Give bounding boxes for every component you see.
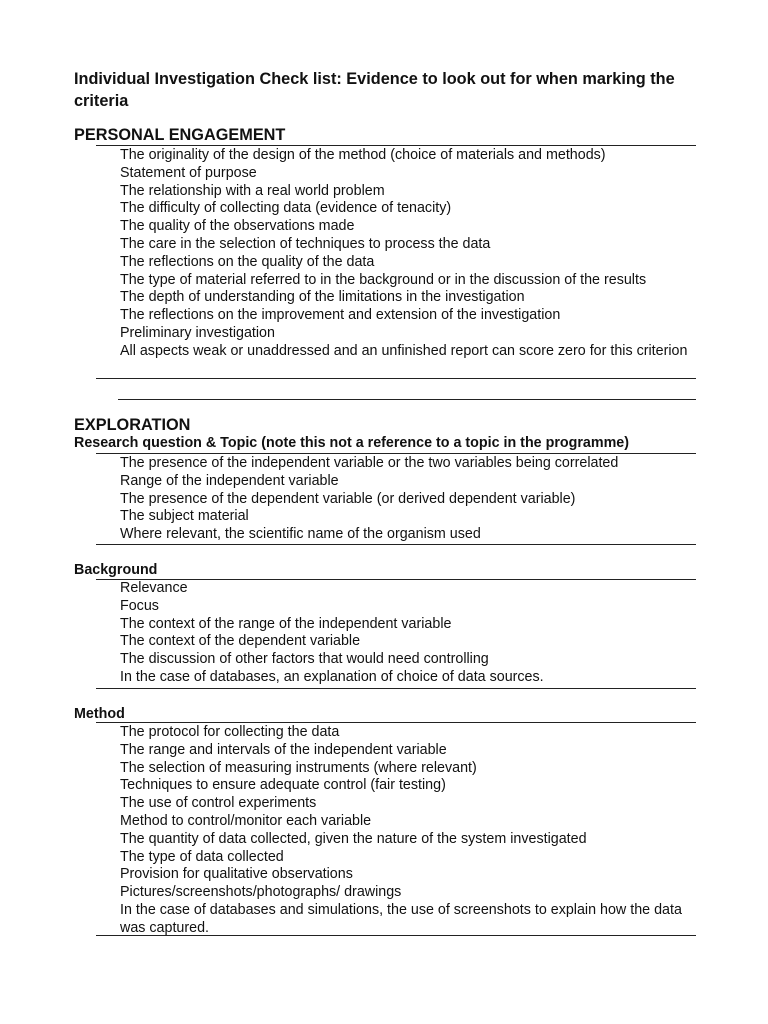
list-item: The context of the range of the independent variable: [120, 615, 452, 632]
list-item: The reflections on the improvement and extension of the investigation: [120, 307, 561, 324]
list-item: The range and intervals of the independent variable: [120, 741, 447, 758]
list-item: The discussion of other factors that would need controlling: [120, 651, 489, 668]
list-item: Pictures/screenshots/photographs/ drawings: [120, 884, 402, 901]
list-item: The presence of the independent variable or the two variables being correlated: [120, 455, 619, 471]
list-item: The use of control experiments: [120, 795, 317, 812]
list-item: The relationship with a real world problem: [120, 182, 385, 199]
list-item: Relevance: [120, 580, 188, 596]
section-rule: [96, 722, 696, 723]
section-rule: [96, 544, 696, 545]
list-item: Focus: [120, 597, 159, 614]
list-item: The reflections on the quality of the data: [120, 253, 375, 270]
personal-engagement-list: [120, 147, 700, 361]
list-item: The originality of the design of the method (choice of materials and methods): [120, 147, 606, 163]
list-item: Method to control/monitor each variable: [120, 812, 372, 829]
list-item: The protocol for collecting the data: [120, 724, 340, 740]
background-list: [120, 580, 700, 687]
list-item: In the case of databases and simulations, the use of screenshots to explain how the data was captured.: [120, 901, 682, 936]
section-rule: [96, 453, 696, 454]
personal-engagement-heading: PERSONAL ENGAGEMENT: [74, 126, 286, 144]
list-item: Preliminary investigation: [120, 324, 275, 341]
list-item: The type of material referred to in the background or in the discussion of the results: [120, 271, 647, 288]
list-item: All aspects weak or unaddressed and an unfinished report can score zero for this criterion: [120, 342, 688, 359]
list-item: Where relevant, the scientific name of the organism used: [120, 526, 481, 543]
section-rule: [96, 688, 696, 689]
section-rule: [96, 145, 696, 146]
background-heading: Background: [74, 562, 158, 578]
method-list: [120, 724, 700, 938]
list-item: The type of data collected: [120, 848, 284, 865]
list-item: Provision for qualitative observations: [120, 866, 353, 883]
list-item: Range of the independent variable: [120, 472, 339, 489]
list-item: The subject material: [120, 508, 249, 525]
method-heading: Method: [74, 706, 125, 722]
list-item: The depth of understanding of the limitations in the investigation: [120, 289, 525, 306]
section-rule: [96, 378, 696, 379]
list-item: The difficulty of collecting data (evidence of tenacity): [120, 200, 452, 217]
list-item: The context of the dependent variable: [120, 633, 361, 650]
section-rule: [96, 935, 696, 936]
research-question-list: [120, 455, 700, 544]
list-item: The quantity of data collected, given the nature of the system investigated: [120, 830, 587, 847]
section-rule: [118, 399, 696, 400]
research-question-heading: Research question & Topic (note this not a reference to a topic in the programme): [74, 435, 630, 451]
list-item: The care in the selection of techniques to process the data: [120, 235, 491, 252]
list-item: The selection of measuring instruments (where relevant): [120, 759, 477, 776]
list-item: The quality of the observations made: [120, 218, 355, 235]
document-title: Individual Investigation Check list: Evidence to look out for when marking the criteria: [74, 70, 675, 110]
list-item: The presence of the dependent variable (or derived dependent variable): [120, 490, 576, 507]
list-item: Techniques to ensure adequate control (fair testing): [120, 777, 446, 794]
list-item: In the case of databases, an explanation of choice of data sources.: [120, 668, 544, 685]
list-item: Statement of purpose: [120, 164, 257, 181]
exploration-heading: EXPLORATION: [74, 416, 191, 434]
